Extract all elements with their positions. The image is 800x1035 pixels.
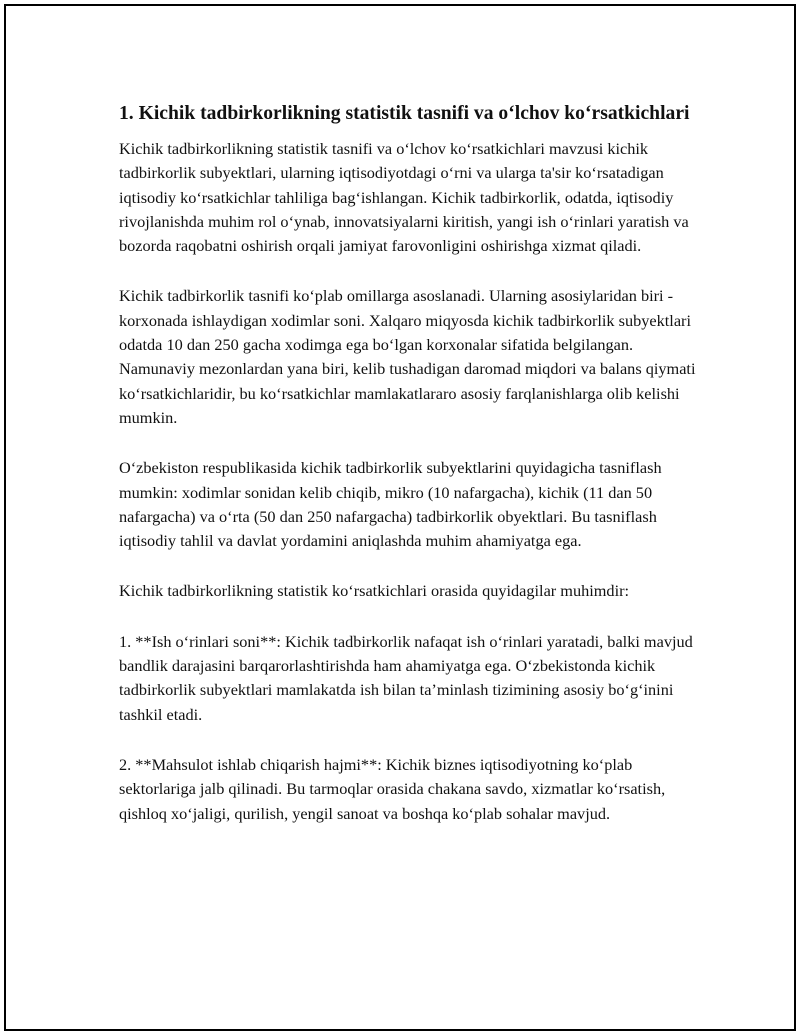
document-page bbox=[4, 4, 796, 1031]
paragraph-jobs: 1. **Ish o‘rinlari soni**: Kichik tadbirkorlik nafaqat ish o‘rinlari yaratadi, balki mavjud bandlik darajasini barqarorlashtirishda ham ahamiyatga ega. O‘zbekistonda kichik tadbirkorlik subyektlari mamlakatda ish bilan ta’minlash tizimining asosiy bo‘g‘inini tashkil etadi. bbox=[119, 631, 693, 724]
paragraph-intro: Kichik tadbirkorlikning statistik tasnifi va o‘lchov ko‘rsatkichlari mavzusi kichik tadbirkorlik subyektlari, ularning iqtisodiyotdagi o‘rni va ularga ta'sir ko‘rsatadigan iqtisodiy ko‘rsatkichlar tahliliga bag‘ishlangan. Kichik tadbirkorlik, odatda, iqtisodiy rivojlanishda muhim rol o‘ynab, innovatsiyalarni kiritish, yangi ish o‘rinlari yaratish va bozorda raqobatni oshirish orqali jamiyat farovonligini oshirishga xizmat qiladi. bbox=[119, 139, 689, 256]
paragraph-classification: Kichik tadbirkorlik tasnifi ko‘plab omillarga asoslanadi. Ularning asosiylaridan biri - korxonada ishlaydigan xodimlar soni. Xalqaro miqyosda kichik tadbirkorlik subyektlari odatda 10 dan 250 gacha xodimga ega bo‘lgan korxonalar sifatida belgilangan. Namunaviy mezonlardan yana biri, kelib tushadigan daromad miqdori va balans qiymati ko‘rsatkichlaridir, bu ko‘rsatkichlar mamlakatlararo asosiy farqlanishlarga olib kelishi mumkin. bbox=[119, 286, 696, 427]
section-title: 1. Kichik tadbirkorlikning statistik tasnifi va o‘lchov ko‘rsatkichlari bbox=[119, 103, 690, 124]
document-body bbox=[119, 100, 699, 852]
paragraph-uzbekistan: O‘zbekiston respublikasida kichik tadbirkorlik subyektlarini quyidagicha tasniflash mumkin: xodimlar sonidan kelib chiqib, mikro (10 nafargacha), kichik (11 dan 50 nafargacha) va o‘rta (50 dan 250 nafargacha) tadbirkorlik obyektlari. Bu tasniflash iqtisodiy tahlil va davlat yordamini aniqlashda muhim ahamiyatga ega. bbox=[119, 458, 662, 551]
paragraph-production: 2. **Mahsulot ishlab chiqarish hajmi**: Kichik biznes iqtisodiyotning ko‘plab sektorlariga jalb qilinadi. Bu tarmoqlar orasida chakana savdo, xizmatlar ko‘rsatish, qishloq xo‘jaligi, qurilish, yengil sanoat va boshqa ko‘plab sohalar mavjud. bbox=[119, 754, 666, 823]
paragraph-indicators-intro: Kichik tadbirkorlikning statistik ko‘rsatkichlari orasida quyidagilar muhimdir: bbox=[119, 581, 630, 601]
